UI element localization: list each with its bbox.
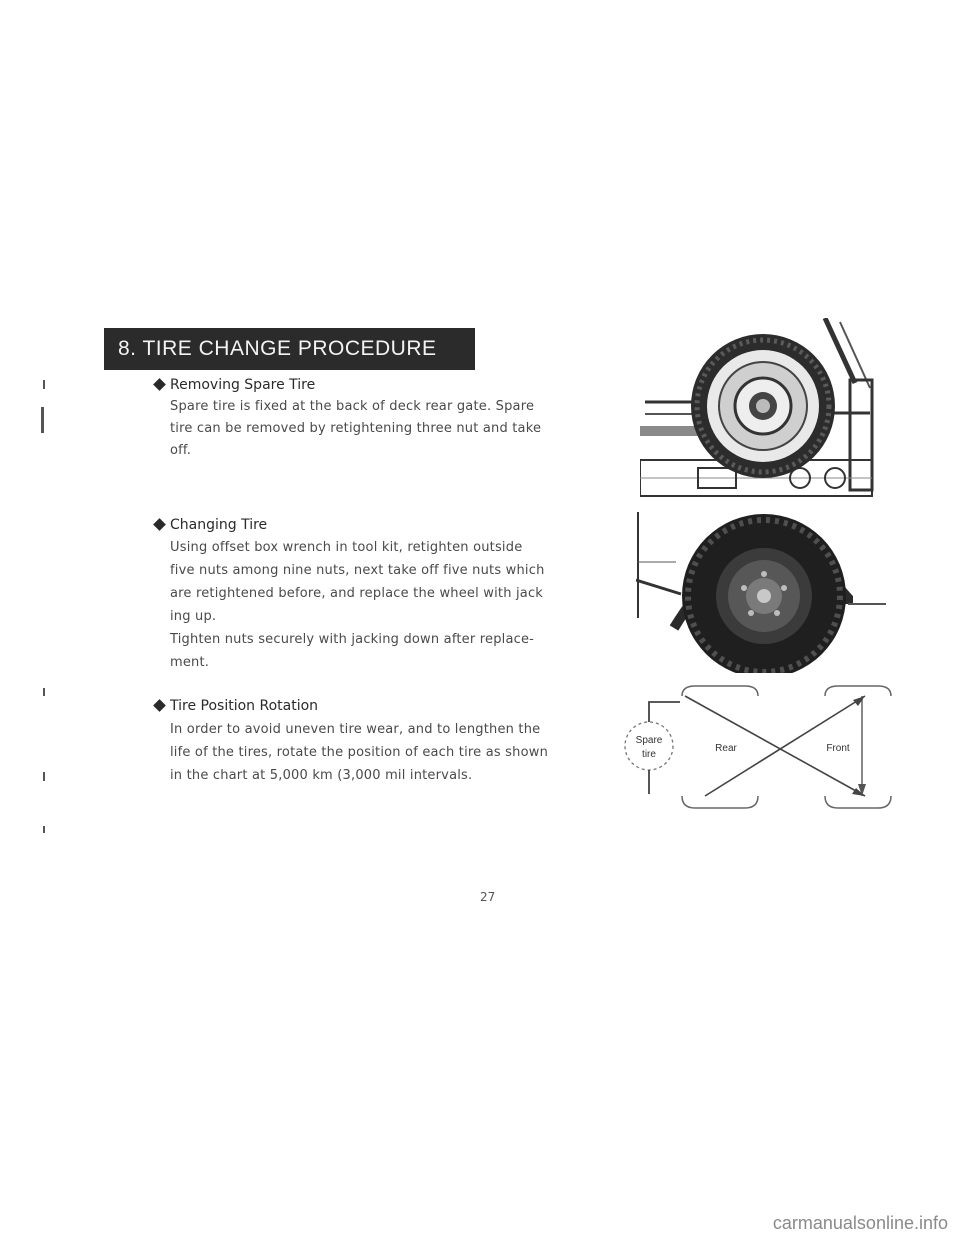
diamond-bullet-icon <box>153 378 166 391</box>
diamond-bullet-icon <box>153 699 166 712</box>
section-heading <box>153 517 267 533</box>
chart-label-tire: tire <box>642 749 656 760</box>
body-line: ment. <box>170 655 210 670</box>
body-line: Using offset box wrench in tool kit, retighten outside <box>170 540 523 555</box>
body-line: off. <box>170 443 192 458</box>
margin-mark <box>43 380 45 389</box>
body-line: Tighten nuts securely with jacking down after replace- <box>170 632 535 647</box>
footer-watermark: carmanualsonline.info <box>772 1213 948 1233</box>
body-line: are retightened before, and replace the wheel with jack <box>170 586 544 601</box>
section-heading <box>153 377 315 393</box>
chart-label-front: Front <box>826 743 850 754</box>
margin-mark <box>43 688 45 696</box>
margin-mark <box>43 772 45 781</box>
heading-text: Changing Tire <box>170 517 268 533</box>
body-line: in the chart at 5,000 km (3,000 mil intervals. <box>170 768 473 783</box>
chart-label-rear: Rear <box>715 743 737 754</box>
wheel-change-illustration <box>636 508 886 673</box>
page-number: 27 <box>480 890 496 904</box>
chart-label-spare: Spare <box>635 735 663 746</box>
tire-rotation-chart <box>600 684 900 814</box>
section-title-banner: 8. TIRE CHANGE PROCEDURE <box>104 328 475 370</box>
heading-text: Tire Position Rotation <box>170 698 319 714</box>
body-line: five nuts among nine nuts, next take off five nuts which <box>170 563 545 578</box>
spare-tire-mount-illustration <box>640 318 880 500</box>
body-line: ing up. <box>170 609 217 624</box>
margin-mark <box>41 407 44 433</box>
heading-text: Removing Spare Tire <box>170 377 316 393</box>
section-heading <box>153 698 318 714</box>
body-line: In order to avoid uneven tire wear, and to lengthen the <box>170 722 541 737</box>
diamond-bullet-icon <box>153 518 166 531</box>
body-line: tire can be removed by retightening three nut and take <box>170 421 542 436</box>
body-line: life of the tires, rotate the position of each tire as shown <box>170 745 549 760</box>
body-line: Spare tire is fixed at the back of deck rear gate. Spare <box>170 399 535 414</box>
margin-mark <box>43 826 45 833</box>
